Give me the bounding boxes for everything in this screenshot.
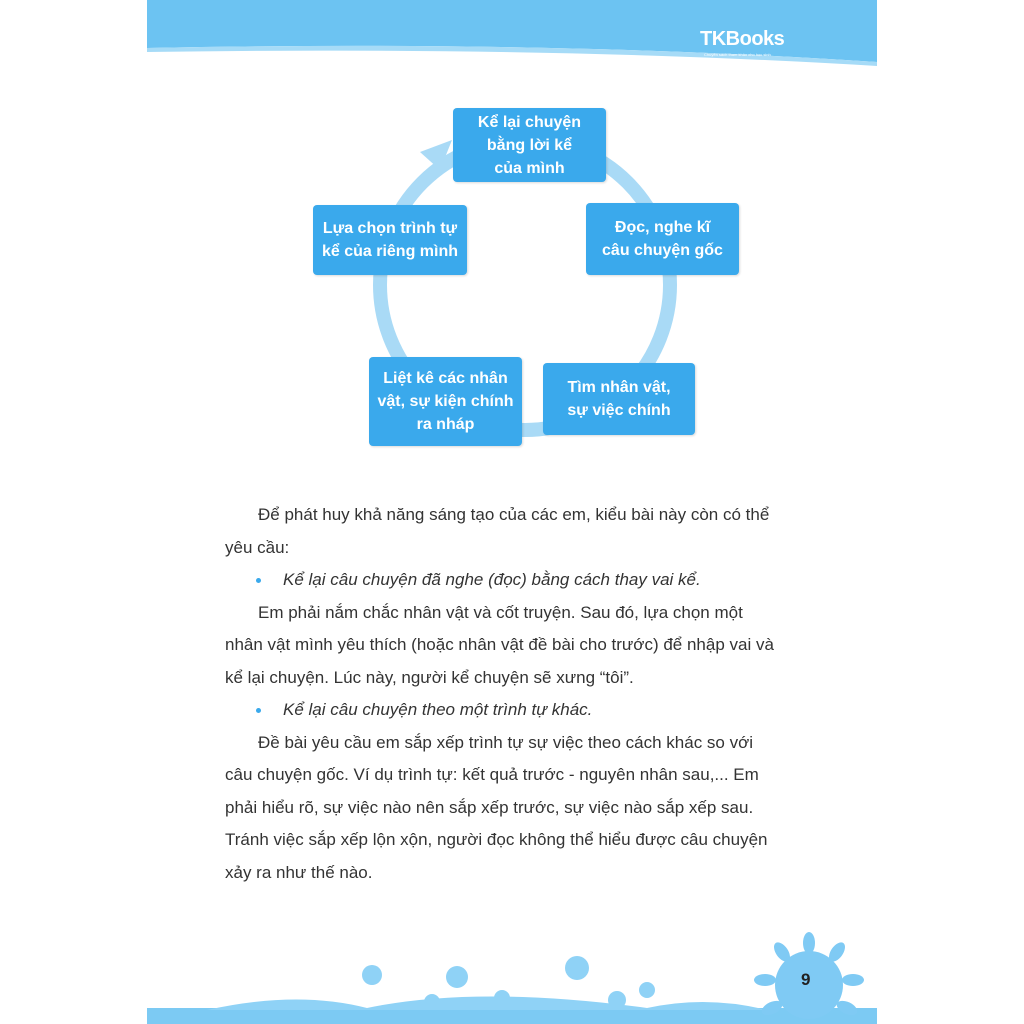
step-label: Kể lại chuyện bằng lời kể của mình [477, 113, 582, 177]
step-label: Đọc, nghe kĩ câu chuyện gốc [602, 219, 723, 259]
step-label: Liệt kê các nhân vật, sự kiện chính ra nháp [377, 370, 514, 433]
step-list [369, 357, 522, 446]
bullet-text: Kể lại câu chuyện đã nghe (đọc) bằng cách thay vai kể. [283, 570, 701, 589]
step-read [586, 203, 739, 275]
bullet-item [225, 564, 785, 597]
flower-footer-decoration [147, 930, 877, 1024]
publisher-logo: TKBooks [700, 28, 785, 50]
body-text [225, 499, 785, 889]
paragraph: Để phát huy khả năng sáng tạo của các em, kiểu bài này còn có thể yêu cầu: [225, 505, 770, 557]
step-retell [453, 108, 606, 182]
step-label: Tìm nhân vật, sự việc chính [567, 379, 671, 419]
bullet-item [225, 694, 785, 727]
bullet-text: Kể lại câu chuyện theo một trình tự khác. [283, 700, 593, 719]
paragraph: Em phải nắm chắc nhân vật và cốt truyện. Sau đó, lựa chọn một nhân vật mình yêu thích (hoặc nhân vật đề bài cho trước) để nhập vai và kể lại chuyện. Lúc này, người kể chuyện sẽ xưng “tôi”. [225, 602, 774, 687]
step-choose [313, 205, 467, 275]
step-find [543, 363, 695, 435]
publisher-tagline: Chuyên sách tham khảo cho học sinh [704, 52, 771, 57]
page-number: 9 [801, 970, 811, 989]
step-label: Lựa chọn trình tự kể của riêng mình [321, 220, 459, 260]
paragraph: Đề bài yêu cầu em sắp xếp trình tự sự việc theo cách khác so với câu chuyện gốc. Ví dụ trình tự: kết quả trước - nguyên nhân sau,... Em phải hiểu rõ, sự việc nào nên sắp xếp trước, sự việc nào sắp xếp sau. Tránh việc sắp xếp lộn xộn, người đọc không thể hiểu được câu chuyện xảy ra như thế nào. [225, 732, 768, 882]
